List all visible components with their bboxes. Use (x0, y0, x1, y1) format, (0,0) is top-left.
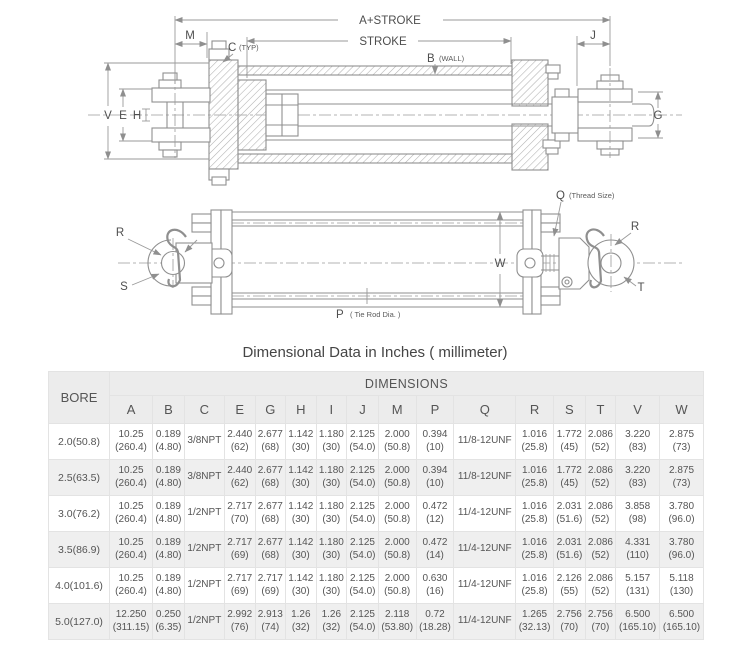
dimension-cell: 11/4-12UNF (454, 568, 516, 604)
dimension-cell: 1.180 (30) (316, 460, 347, 496)
dimension-cell: 3/8NPT (184, 424, 224, 460)
column-header-Q: Q (454, 396, 516, 424)
label-j: J (590, 30, 596, 42)
dimension-cell: 2.118 (53.80) (378, 604, 416, 640)
column-header-R: R (516, 396, 554, 424)
dimension-cell: 2.000 (50.8) (378, 532, 416, 568)
dimension-cell: 3.858 (98) (616, 496, 660, 532)
label-c-note: (TYP) (239, 43, 259, 52)
dim-t (624, 277, 645, 294)
dimension-cell: 0.630 (16) (416, 568, 454, 604)
dimension-cell: 3.220 (83) (616, 460, 660, 496)
dimension-cell: 2.125 (54.0) (347, 532, 379, 568)
label-s: S (120, 281, 128, 293)
column-header-W: W (660, 396, 704, 424)
label-p-note: ( Tie Rod Dia. ) (350, 310, 401, 319)
dimension-cell: 3.220 (83) (616, 424, 660, 460)
dimension-cell: 11/8-12UNF (454, 460, 516, 496)
dimension-cell: 6.500 (165.10) (616, 604, 660, 640)
dimension-cell: 2.677 (68) (255, 424, 286, 460)
dimension-cell: 2.677 (68) (255, 496, 286, 532)
dimension-cell: 1.180 (30) (316, 496, 347, 532)
dimension-cell: 2.086 (52) (585, 460, 616, 496)
dimensional-data-table-wrap (48, 371, 704, 640)
dim-m (175, 30, 207, 58)
dimension-cell: 2.717 (69) (255, 568, 286, 604)
dimension-cell: 3.780 (96.0) (660, 496, 704, 532)
dimension-cell: 1.142 (30) (286, 424, 317, 460)
bore-cell: 3.0(76.2) (49, 496, 110, 532)
dimension-cell: 10.25 (260.4) (110, 568, 153, 604)
dimension-cell: 1.142 (30) (286, 532, 317, 568)
column-header-V: V (616, 396, 660, 424)
dimensions-header: DIMENSIONS (110, 372, 704, 396)
dimension-cell: 2.717 (70) (224, 496, 255, 532)
dimension-cell: 0.250 (6.35) (153, 604, 185, 640)
dimension-cell: 2.000 (50.8) (378, 460, 416, 496)
column-header-M: M (378, 396, 416, 424)
dimension-cell: 2.756 (70) (553, 604, 585, 640)
table-row (49, 568, 704, 604)
dimension-cell: 5.118 (130) (660, 568, 704, 604)
dimension-cell: 5.157 (131) (616, 568, 660, 604)
dimension-cell: 1.016 (25.8) (516, 496, 554, 532)
dimension-cell: 0.189 (4.80) (153, 424, 185, 460)
dimension-cell: 11/4-12UNF (454, 496, 516, 532)
dimension-cell: 10.25 (260.4) (110, 424, 153, 460)
dimension-cell: 2.992 (76) (224, 604, 255, 640)
dimension-cell: 0.472 (12) (416, 496, 454, 532)
dimension-cell: 1.180 (30) (316, 424, 347, 460)
label-b: B (427, 53, 435, 65)
dimension-cell: 1.26 (32) (286, 604, 317, 640)
dimension-cell: 2.125 (54.0) (347, 460, 379, 496)
dimension-cell: 2.125 (54.0) (347, 568, 379, 604)
dim-q (554, 190, 615, 236)
dimension-cell: 2.913 (74) (255, 604, 286, 640)
label-c: C (228, 42, 237, 54)
dimension-cell: 1/2NPT (184, 496, 224, 532)
label-v: V (104, 110, 112, 122)
column-header-E: E (224, 396, 255, 424)
label-m: M (185, 30, 195, 42)
label-r-right: R (630, 221, 640, 233)
label-a-stroke: A+STROKE (359, 15, 421, 27)
label-r-left: R (115, 227, 125, 239)
dimension-cell: 1.772 (45) (553, 424, 585, 460)
dimension-cell: 0.189 (4.80) (153, 496, 185, 532)
table-row (49, 460, 704, 496)
label-e: E (119, 110, 127, 122)
dim-r-left (116, 227, 161, 255)
dimension-cell: 2.717 (69) (224, 568, 255, 604)
dimension-cell: 1.180 (30) (316, 568, 347, 604)
cylinder-outline-drawing (0, 186, 750, 344)
dimension-cell: 3.780 (96.0) (660, 532, 704, 568)
dimension-cell: 2.086 (52) (585, 496, 616, 532)
dimension-cell: 2.677 (68) (255, 532, 286, 568)
dimension-cell: 0.189 (4.80) (153, 568, 185, 604)
column-header-B: B (153, 396, 185, 424)
column-header-T: T (585, 396, 616, 424)
dimension-cell: 10.25 (260.4) (110, 460, 153, 496)
label-b-note: (WALL) (439, 54, 465, 63)
dimension-cell: 2.125 (54.0) (347, 496, 379, 532)
label-w: W (494, 258, 506, 270)
dimension-cell: 3/8NPT (184, 460, 224, 496)
bore-header: BORE (49, 372, 110, 424)
right-flange-2 (517, 210, 560, 314)
dimension-cell: 6.500 (165.10) (660, 604, 704, 640)
table-row (49, 532, 704, 568)
dimension-cell: 1.142 (30) (286, 496, 317, 532)
label-t: T (637, 282, 645, 294)
dimension-cell: 2.440 (62) (224, 424, 255, 460)
dimension-cell: 0.394 (10) (416, 460, 454, 496)
bore-cell: 2.5(63.5) (49, 460, 110, 496)
dimension-cell: 1.142 (30) (286, 568, 317, 604)
dimension-cell: 1.142 (30) (286, 460, 317, 496)
dimension-cell: 1.016 (25.8) (516, 532, 554, 568)
dimension-cell: 2.086 (52) (585, 568, 616, 604)
column-header-G: G (255, 396, 286, 424)
column-header-P: P (416, 396, 454, 424)
dimension-cell: 2.717 (69) (224, 532, 255, 568)
dimension-cell: 2.440 (62) (224, 460, 255, 496)
column-header-C: C (184, 396, 224, 424)
table-body (49, 424, 704, 640)
dimension-cell: 1.265 (32.13) (516, 604, 554, 640)
dimension-cell: 2.000 (50.8) (378, 424, 416, 460)
dimension-cell: 0.72 (18.28) (416, 604, 454, 640)
dimension-letters-row (49, 396, 704, 424)
dimension-cell: 1/2NPT (184, 568, 224, 604)
dimension-cell: 0.189 (4.80) (153, 532, 185, 568)
table-row (49, 604, 704, 640)
label-p: P (336, 309, 344, 321)
dimension-cell: 2.031 (51.6) (553, 532, 585, 568)
label-q: Q (556, 190, 565, 202)
dim-h (133, 109, 150, 122)
bore-cell: 2.0(50.8) (49, 424, 110, 460)
dimension-cell: 11/4-12UNF (454, 604, 516, 640)
left-eye-clevis-2 (148, 230, 212, 288)
bore-cell: 3.5(86.9) (49, 532, 110, 568)
dimension-cell: 2.126 (55) (553, 568, 585, 604)
dimension-cell: 0.189 (4.80) (153, 460, 185, 496)
column-header-I: I (316, 396, 347, 424)
column-header-A: A (110, 396, 153, 424)
dimension-cell: 0.472 (14) (416, 532, 454, 568)
table-title: Dimensional Data in Inches ( millimeter) (242, 344, 508, 361)
column-header-H: H (286, 396, 317, 424)
dimension-cell: 2.875 (73) (660, 460, 704, 496)
label-g: G (653, 110, 663, 122)
right-rod-clevis (578, 68, 654, 158)
dimension-cell: 11/8-12UNF (454, 424, 516, 460)
dimension-cell: 12.250 (311.15) (110, 604, 153, 640)
dimensional-data-table (48, 371, 704, 640)
cylinder-side-section-drawing (0, 2, 750, 188)
bore-cell: 4.0(101.6) (49, 568, 110, 604)
dimension-cell: 0.394 (10) (416, 424, 454, 460)
label-h: H (132, 110, 142, 122)
table-row (49, 496, 704, 532)
dimension-cell: 2.677 (68) (255, 460, 286, 496)
dimension-cell: 10.25 (260.4) (110, 496, 153, 532)
dimension-cell: 2.125 (54.0) (347, 424, 379, 460)
dimension-cell: 2.875 (73) (660, 424, 704, 460)
dimension-cell: 1/2NPT (184, 604, 224, 640)
bore-cell: 5.0(127.0) (49, 604, 110, 640)
dimension-cell: 4.331 (110) (616, 532, 660, 568)
dimension-cell: 1.016 (25.8) (516, 424, 554, 460)
label-stroke: STROKE (359, 36, 407, 48)
table-row (49, 424, 704, 460)
dimension-cell: 2.000 (50.8) (378, 496, 416, 532)
dimension-cell: 1.016 (25.8) (516, 460, 554, 496)
dimension-cell: 2.125 (54.0) (347, 604, 379, 640)
column-header-J: J (347, 396, 379, 424)
dimension-cell: 2.000 (50.8) (378, 568, 416, 604)
dimension-cell: 11/4-12UNF (454, 532, 516, 568)
dimension-cell: 1/2NPT (184, 532, 224, 568)
right-rod-eye-2 (541, 229, 634, 292)
dimension-cell: 1.26 (32) (316, 604, 347, 640)
dimension-cell: 1.772 (45) (553, 460, 585, 496)
dimension-cell: 2.086 (52) (585, 532, 616, 568)
dimension-cell: 1.180 (30) (316, 532, 347, 568)
dimension-cell: 2.031 (51.6) (553, 496, 585, 532)
label-q-note: (Thread Size) (569, 191, 615, 200)
dimension-cell: 10.25 (260.4) (110, 532, 153, 568)
dimension-cell: 2.756 (70) (585, 604, 616, 640)
column-header-S: S (553, 396, 585, 424)
dimension-cell: 1.016 (25.8) (516, 568, 554, 604)
dimension-cell: 2.086 (52) (585, 424, 616, 460)
